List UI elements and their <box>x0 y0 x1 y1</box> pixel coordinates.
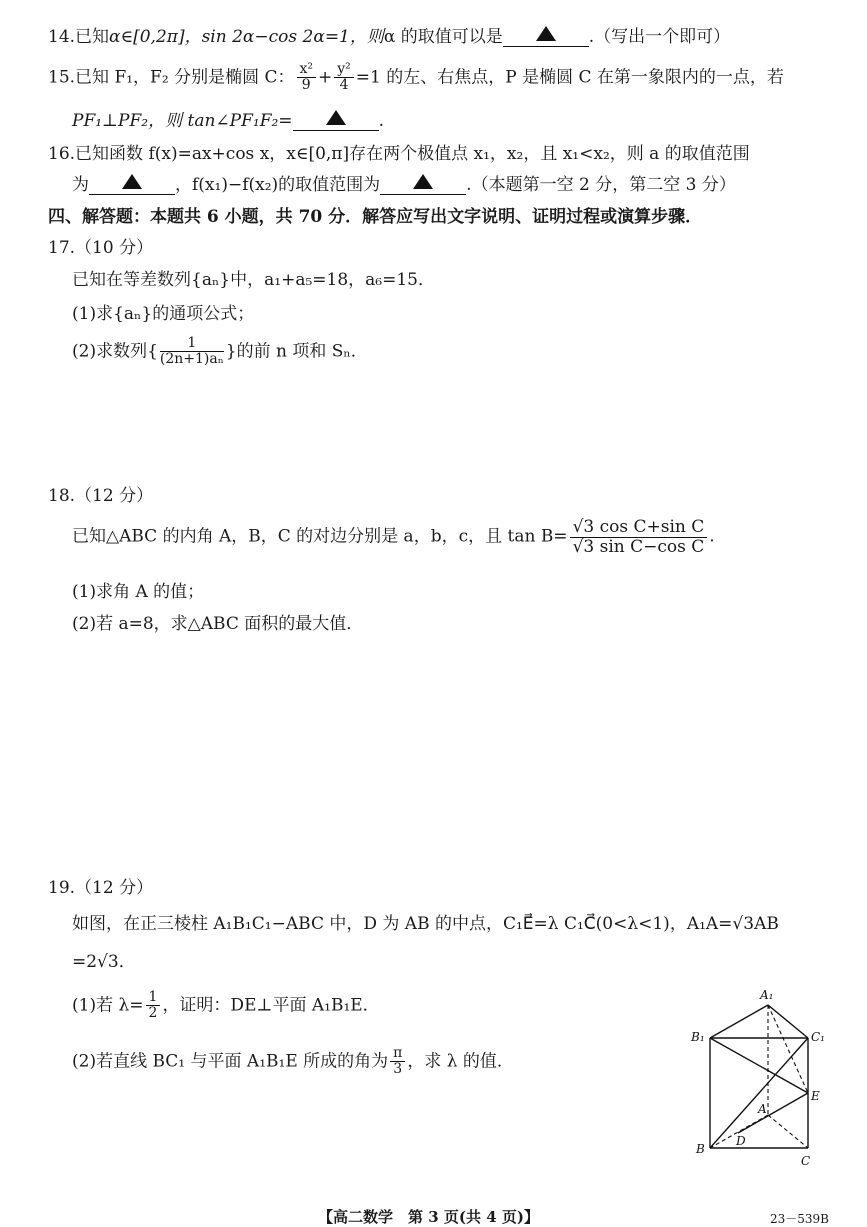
q17-part-2: (2)求数列{ $\frac{1}{\text{(2n+1)aₙ}}$ }的前 n 项和 Sₙ． <box>72 335 368 368</box>
q14-prefix: 已知 <box>75 27 110 47</box>
question-16-line-1 <box>48 144 750 164</box>
q15-number: 15. <box>48 67 76 88</box>
edge-a1-c1 <box>768 1005 808 1038</box>
answer-blank[interactable] <box>503 26 589 47</box>
plus-sign: + <box>318 67 333 88</box>
q19-part-1: (1)若 λ= $\frac{1}{2}$ ，证明：DE⊥平面 A₁B₁E． <box>72 989 380 1022</box>
q17-part-1: (1)求{aₙ}的通项公式； <box>72 304 255 324</box>
q18-part-1: (1)求角 A 的值； <box>72 582 205 602</box>
q19-stem-line-1: 如图，在正三棱柱 A₁B₁C₁−ABC 中，D 为 AB 的中点，C₁E⃗=λ C₁C⃗(0<λ<1)，A₁A=√3AB <box>72 914 779 934</box>
hidden-edge-a-c <box>768 1115 808 1148</box>
fraction-tan-b: $\frac{\text{√3 cos C+sin C}}{\text{√3 sin C−cos C}}$ <box>570 518 708 556</box>
q15-line1-a: 已知 F₁，F₂ 分别是椭圆 C： <box>75 67 295 88</box>
q15-line2: PF₁⊥PF₂，则 tan∠PF₁F₂= <box>72 111 293 131</box>
fraction-y2-4: $\frac{\text{y²}}{4}$ <box>334 62 354 94</box>
question-16-line-2 <box>72 174 736 195</box>
fraction-1-over-2n1an: $\frac{1}{\text{(2n+1)aₙ}}$ <box>159 335 224 368</box>
q19-stem-line-2: =2√3． <box>72 952 136 972</box>
q18-heading: 18.（12 分） <box>48 486 154 506</box>
label-e: E <box>811 1089 820 1103</box>
q16-line2-c: .（本题第一空 2 分，第二空 3 分） <box>466 175 736 195</box>
q14-number: 14. <box>48 27 76 47</box>
answer-blank[interactable] <box>380 174 466 195</box>
q19-part-2: (2)若直线 BC₁ 与平面 A₁B₁E 所成的角为 $\frac{\pi}{3}$ ，求 λ 的值． <box>72 1045 514 1078</box>
answer-blank[interactable] <box>89 174 175 195</box>
q14-condition: α∈[0,2π]，sin 2α−cos 2α=1，则 <box>109 27 384 47</box>
question-15-line-1 <box>48 62 784 94</box>
segment-b-c1 <box>710 1038 808 1148</box>
q15-line1-b: =1 的左、右焦点，P 是椭圆 C 在第一象限内的一点，若 <box>355 67 784 88</box>
edge-a1-b1 <box>710 1005 768 1038</box>
q18-stem: 已知△ABC 的内角 A，B，C 的对边分别是 a，b，c，且 tan B= $\frac{\text{√3 cos C+sin C}}{\text{√3 sin C−cos C}}$ . <box>72 517 715 557</box>
page-footer: 【高二数学 第 3 页(共 4 页)】 <box>318 1208 539 1226</box>
triangle-icon <box>413 174 433 189</box>
question-15-line-2: PF₁⊥PF₂，则 tan∠PF₁F₂= . <box>72 111 384 131</box>
label-b: B <box>696 1142 705 1156</box>
fraction-x2-9: $\frac{\text{x²}}{9}$ <box>297 62 317 94</box>
label-a1: A₁ <box>760 988 774 1002</box>
q16-line1: 已知函数 f(x)=ax+cos x，x∈[0,π]存在两个极值点 x₁，x₂，且 x₁<x₂，则 a 的取值范围 <box>75 144 750 164</box>
prism-figure <box>688 985 848 1175</box>
q14-text: α 的取值可以是 <box>383 27 503 47</box>
q19-heading: 19.（12 分） <box>48 878 154 898</box>
q16-line2-a: 为 <box>72 175 89 195</box>
label-d: D <box>736 1134 746 1148</box>
answer-blank[interactable] <box>293 110 379 131</box>
triangle-icon <box>122 174 142 189</box>
q18-part-2: (2)若 a=8，求△ABC 面积的最大值． <box>72 614 364 634</box>
segment-d-e <box>738 1093 808 1133</box>
label-c1: C₁ <box>811 1030 825 1044</box>
triangle-icon <box>326 110 346 125</box>
q14-suffix: .（写出一个即可） <box>588 27 731 47</box>
fraction-pi-over-3: $\frac{\pi}{3}$ <box>390 1046 405 1078</box>
label-c: C <box>801 1154 811 1168</box>
q17-heading: 17.（10 分） <box>48 238 154 258</box>
exam-code: 23－539B <box>770 1212 829 1226</box>
question-14 <box>48 26 730 47</box>
hidden-segment-a1-e <box>768 1005 808 1093</box>
q17-stem: 已知在等差数列{aₙ}中，a₁+a₅=18，a₆=15． <box>72 270 435 290</box>
triangle-icon <box>536 26 556 41</box>
label-a: A <box>758 1102 767 1116</box>
fraction-one-half: $\frac{1}{2}$ <box>146 990 161 1022</box>
label-b1: B₁ <box>691 1030 705 1044</box>
q16-number: 16. <box>48 144 76 164</box>
segment-b1-e <box>710 1038 808 1093</box>
section-heading: 四、解答题：本题共 6 小题，共 70 分．解答应写出文字说明、证明过程或演算步骤． <box>48 207 703 227</box>
q16-line2-b: ，f(x₁)−f(x₂)的取值范围为 <box>175 175 381 195</box>
